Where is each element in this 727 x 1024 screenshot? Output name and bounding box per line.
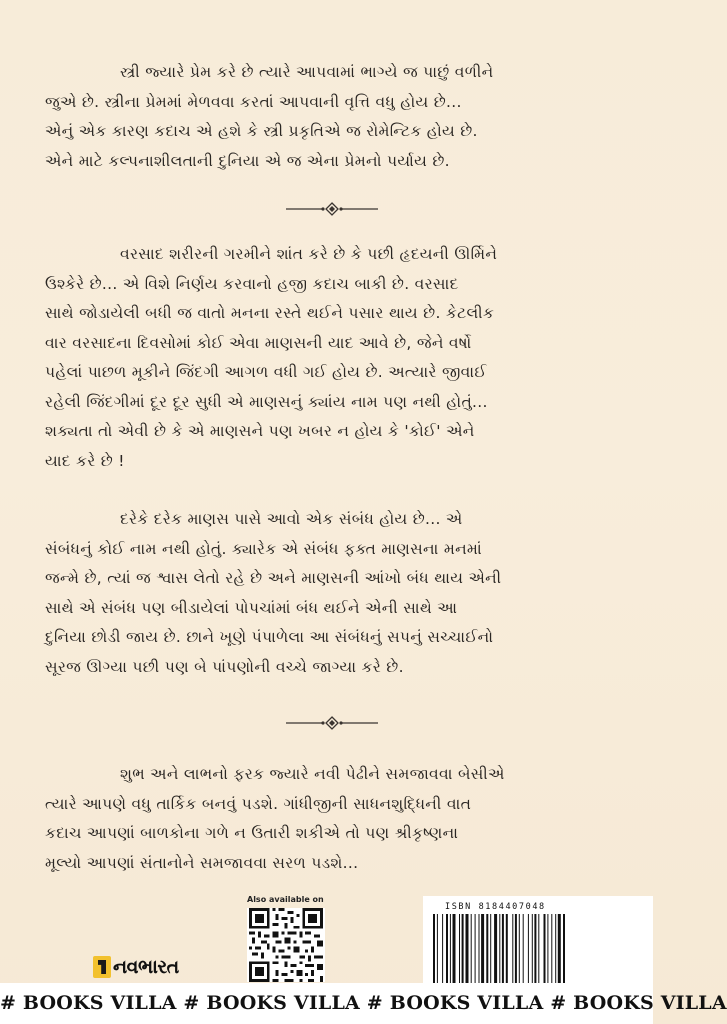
section-divider-ornament [286,716,378,730]
paragraph-line: દુનિયા છોડી જાય છે. છાને ખૂણે પંપાળેલા આ સંબંધનું સપનું સચ્ચાઈનો [45,628,494,646]
isbn-barcode [423,896,653,986]
paragraph-line: એને માટે કલ્પનાશીલતાની દુનિયા એ જ એના પ્રેમનો પર્યાય છે. [45,151,450,170]
paragraph-line: કદાચ આપણાં બાળકોના ગળે ન ઉતારી શકીએ તો પણ શ્રીકૃષ્ણના [45,824,459,842]
paragraph-line: પહેલાં પાછળ મૂકીને જિંદગી આગળ વધી ગઈ હોય છે. અત્યારે જીવાઈ [45,363,487,381]
paragraph-1 [45,58,617,176]
paragraph-line: ઉશ્કેરે છે... એ વિશે નિર્ણય કરવાનો હજી કદાચ બાકી છે. વરસાદ [45,274,459,293]
paragraph-line: સાથે એ સંબંધ પણ બીડાયેલાં પોપચાંમાં બંધ થઈને એની સાથે આ [45,598,458,617]
publisher-logo-text: નવભારત [113,956,179,978]
isbn-text: ISBN 8184407048 [445,902,546,912]
paragraph-line: શક્યતા તો એવી છે કે એ માણસને પણ ખબર ન હોય કે 'કોઈ' એને [45,422,475,440]
watermark-banner: # BOOKS VILLA # BOOKS VILLA # BOOKS VILLA # BOOKS VILLA [0,983,653,1024]
paragraph-line: જન્મે છે, ત્યાં જ શ્વાસ લેતો રહે છે અને માણસની આંખો બંધ થાય એની [45,569,502,587]
section-divider-ornament [286,202,378,216]
paragraph-line: શુભ અને લાભનો ફરક જ્યારે નવી પેઢીને સમજાવવા બેસીએ [120,765,505,783]
paragraph-line: મૂલ્યો આપણાં સંતાનોને સમજાવવા સરળ પડશે... [45,853,359,872]
paragraph-3 [45,505,617,682]
paragraph-line: વરસાદ શરીરની ગરમીને શાંત કરે છે કે પછી હૃદયની ઊર્મિને [120,245,498,263]
paragraph-line: સ્ત્રી જ્યારે પ્રેમ કરે છે ત્યારે આપવામાં ભાગ્યે જ પાછું વળીને [120,63,494,81]
also-available-label: Also available on [247,895,324,904]
paragraph-line: સંબંધનું કોઈ નામ નથી હોતું. ક્યારેક એ સંબંધ ફક્ત માણસના મનમાં [45,539,482,558]
paragraph-line: દરેકે દરેક માણસ પાસે આવો એક સંબંધ હોય છે... એ [120,510,463,528]
paragraph-line: વાર વરસાદના દિવસોમાં કોઈ એવા માણસની યાદ આવે છે, જેને વર્ષો [45,333,472,352]
paragraph-line: રહેલી જિંદગીમાં દૂર દૂર સુધી એ માણસનું ક્યાંય નામ પણ નથી હોતું... [45,392,488,411]
paragraph-4 [45,760,617,878]
barcode-icon [433,914,645,984]
qr-code-icon[interactable] [247,908,325,982]
paragraph-line: એનું એક કારણ કદાચ એ હશે કે સ્ત્રી પ્રકૃતિએ જ રોમેન્ટિક હોય છે. [45,122,478,140]
paragraph-line: યાદ કરે છે ! [45,451,125,470]
paragraph-line: ત્યારે આપણે વધુ તાર્કિક બનવું પડશે. ગાંધીજીની સાધનશુદ્ધિની વાત [45,794,472,813]
paragraph-line: સૂરજ ઊગ્યા પછી પણ બે પાંપણોની વચ્ચે જાગ્યા કરે છે. [45,657,404,676]
publisher-logo-icon [93,956,111,978]
publisher-logo [93,953,179,981]
paragraph-line: સાથે જોડાયેલી બધી જ વાતો મનના રસ્તે થઈને પસાર થાય છે. કેટલીક [45,304,495,322]
paragraph-line: જુએ છે. સ્ત્રીના પ્રેમમાં મેળવવા કરતાં આપવાની વૃત્તિ વધુ હોય છે... [45,92,462,111]
paragraph-2 [45,240,617,476]
